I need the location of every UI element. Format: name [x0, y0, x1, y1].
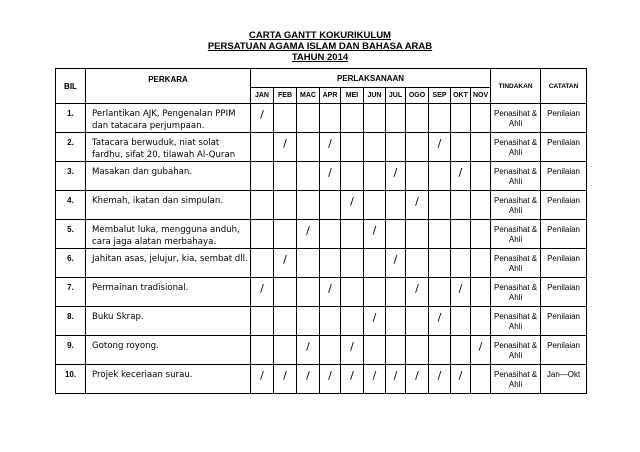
schedule-cell-nov — [471, 249, 491, 278]
schedule-cell-jan — [251, 249, 274, 278]
schedule-cell-okt — [451, 133, 471, 162]
schedule-cell-mei — [341, 104, 364, 133]
schedule-cell-ogo — [406, 336, 429, 365]
table-row — [56, 336, 587, 365]
tindakan-cell: Penasihat & Ahli — [491, 104, 541, 133]
activity-name: Membalut luka, mengguna anduh, cara jaga alatan merbahaya. — [86, 220, 251, 249]
schedule-cell-sep — [429, 249, 451, 278]
schedule-cell-sep — [429, 336, 451, 365]
schedule-cell-apr — [320, 336, 341, 365]
table-row — [56, 191, 587, 220]
schedule-cell-feb — [274, 220, 297, 249]
schedule-cell-jul — [386, 336, 406, 365]
schedule-cell-jan — [251, 162, 274, 191]
schedule-cell-jun — [364, 133, 386, 162]
schedule-cell-feb — [274, 278, 297, 307]
schedule-cell-ogo — [406, 307, 429, 336]
schedule-cell-sep — [429, 191, 451, 220]
schedule-cell-nov — [471, 220, 491, 249]
table-row — [56, 133, 587, 162]
month-header-nov: NOV — [471, 88, 491, 104]
schedule-cell-jan: / — [251, 365, 274, 394]
schedule-cell-apr — [320, 307, 341, 336]
activity-name: Projek keceriaan surau. — [86, 365, 251, 394]
schedule-cell-okt: / — [451, 278, 471, 307]
activity-name: Permainan tradisional. — [86, 278, 251, 307]
month-header-mei: MEI — [341, 88, 364, 104]
title-line-3: TAHUN 2014 — [291, 52, 349, 63]
schedule-cell-sep — [429, 104, 451, 133]
schedule-cell-apr — [320, 220, 341, 249]
row-number: 1. — [56, 104, 86, 133]
schedule-cell-mei — [341, 220, 364, 249]
schedule-cell-feb — [274, 191, 297, 220]
schedule-cell-apr: / — [320, 133, 341, 162]
schedule-cell-jan — [251, 191, 274, 220]
schedule-cell-jun — [364, 249, 386, 278]
schedule-cell-sep: / — [429, 133, 451, 162]
schedule-cell-feb — [274, 336, 297, 365]
schedule-cell-nov — [471, 307, 491, 336]
schedule-cell-nov — [471, 365, 491, 394]
tindakan-cell: Penasihat & Ahli — [491, 278, 541, 307]
schedule-cell-nov — [471, 162, 491, 191]
schedule-cell-sep — [429, 278, 451, 307]
schedule-cell-feb — [274, 307, 297, 336]
row-number: 8. — [56, 307, 86, 336]
row-number: 3. — [56, 162, 86, 191]
schedule-cell-jul — [386, 220, 406, 249]
catatan-cell: Penilaian — [541, 249, 587, 278]
schedule-cell-jul: / — [386, 249, 406, 278]
schedule-cell-mac: / — [297, 336, 320, 365]
schedule-cell-jun: / — [364, 365, 386, 394]
schedule-cell-ogo — [406, 249, 429, 278]
schedule-cell-jun — [364, 191, 386, 220]
schedule-cell-apr — [320, 249, 341, 278]
schedule-cell-okt: / — [451, 365, 471, 394]
schedule-cell-mei: / — [341, 365, 364, 394]
schedule-cell-mei: / — [341, 191, 364, 220]
schedule-cell-okt — [451, 336, 471, 365]
activity-name: Buku Skrap. — [86, 307, 251, 336]
schedule-cell-feb — [274, 162, 297, 191]
catatan-cell: Penilaian — [541, 278, 587, 307]
schedule-cell-mac — [297, 249, 320, 278]
schedule-cell-mei: / — [341, 336, 364, 365]
header-tindakan: TINDAKAN — [491, 69, 541, 104]
month-header-apr: APR — [320, 88, 341, 104]
schedule-cell-ogo: / — [406, 365, 429, 394]
schedule-cell-feb: / — [274, 365, 297, 394]
schedule-cell-jul — [386, 191, 406, 220]
month-header-feb: FEB — [274, 88, 297, 104]
schedule-cell-sep — [429, 162, 451, 191]
row-number: 4. — [56, 191, 86, 220]
activity-name: Jahitan asas, jelujur, kia, sembat dll. — [86, 249, 251, 278]
month-header-okt: OKT — [451, 88, 471, 104]
schedule-cell-ogo: / — [406, 278, 429, 307]
schedule-cell-ogo: / — [406, 191, 429, 220]
tindakan-cell: Penasihat & Ahli — [491, 365, 541, 394]
header-perkara: PERKARA — [86, 69, 251, 104]
row-number: 6. — [56, 249, 86, 278]
catatan-cell: Penilaian — [541, 104, 587, 133]
schedule-cell-nov: / — [471, 336, 491, 365]
table-row — [56, 365, 587, 394]
tindakan-cell: Penasihat & Ahli — [491, 220, 541, 249]
schedule-cell-jun: / — [364, 307, 386, 336]
schedule-cell-mei — [341, 278, 364, 307]
schedule-cell-ogo — [406, 104, 429, 133]
schedule-cell-apr — [320, 191, 341, 220]
schedule-cell-mei — [341, 307, 364, 336]
schedule-cell-mei — [341, 133, 364, 162]
gantt-table — [55, 68, 587, 394]
schedule-cell-ogo — [406, 220, 429, 249]
header-perlaksanaan: PERLAKSANAAN — [251, 69, 491, 88]
schedule-cell-jul — [386, 104, 406, 133]
title-line-1: CARTA GANTT KOKURIKULUM — [249, 30, 391, 41]
schedule-cell-jan — [251, 133, 274, 162]
activity-name: Perlantikan AJK, Pengenalan PPIM dan tatacara perjumpaan. — [86, 104, 251, 133]
tindakan-cell: Penasihat & Ahli — [491, 307, 541, 336]
schedule-cell-sep: / — [429, 307, 451, 336]
schedule-cell-jun — [364, 336, 386, 365]
activity-name: Tatacara berwuduk, niat solat fardhu, sifat 20, tilawah Al-Quran — [86, 133, 251, 162]
activity-name: Khemah, ikatan dan simpulan. — [86, 191, 251, 220]
gantt-body — [56, 104, 587, 394]
table-row — [56, 249, 587, 278]
schedule-cell-mac: / — [297, 220, 320, 249]
schedule-cell-okt — [451, 307, 471, 336]
header-bil: BIL — [56, 69, 86, 104]
schedule-cell-mac — [297, 162, 320, 191]
activity-name: Masakan dan gubahan. — [86, 162, 251, 191]
month-header-jul: JUL — [386, 88, 406, 104]
schedule-cell-mac — [297, 278, 320, 307]
table-row — [56, 307, 587, 336]
header-catatan: CATATAN — [541, 69, 587, 104]
schedule-cell-feb: / — [274, 133, 297, 162]
activity-name: Gotong royong. — [86, 336, 251, 365]
schedule-cell-jun — [364, 278, 386, 307]
schedule-cell-jul: / — [386, 162, 406, 191]
schedule-cell-jul — [386, 133, 406, 162]
catatan-cell: Penilaian — [541, 220, 587, 249]
tindakan-cell: Penasihat & Ahli — [491, 162, 541, 191]
title-line-2: PERSATUAN AGAMA ISLAM DAN BAHASA ARAB — [207, 41, 433, 52]
schedule-cell-mac — [297, 307, 320, 336]
schedule-cell-nov — [471, 104, 491, 133]
month-header-jun: JUN — [364, 88, 386, 104]
schedule-cell-nov — [471, 191, 491, 220]
tindakan-cell: Penasihat & Ahli — [491, 191, 541, 220]
schedule-cell-jul — [386, 307, 406, 336]
catatan-cell: Penilaian — [541, 307, 587, 336]
schedule-cell-apr: / — [320, 278, 341, 307]
table-row — [56, 278, 587, 307]
tindakan-cell: Penasihat & Ahli — [491, 133, 541, 162]
schedule-cell-jan — [251, 220, 274, 249]
table-row — [56, 220, 587, 249]
schedule-cell-feb — [274, 104, 297, 133]
catatan-cell: Jan—Okt — [541, 365, 587, 394]
schedule-cell-mei — [341, 249, 364, 278]
schedule-cell-nov — [471, 278, 491, 307]
schedule-cell-mei — [341, 162, 364, 191]
month-header-sep: SEP — [429, 88, 451, 104]
schedule-cell-jan: / — [251, 278, 274, 307]
row-number: 5. — [56, 220, 86, 249]
month-header-ogo: OGO — [406, 88, 429, 104]
schedule-cell-jan: / — [251, 104, 274, 133]
schedule-cell-okt — [451, 249, 471, 278]
schedule-cell-ogo — [406, 162, 429, 191]
schedule-cell-apr: / — [320, 365, 341, 394]
catatan-cell: Penilaian — [541, 191, 587, 220]
schedule-cell-sep — [429, 220, 451, 249]
row-number: 9. — [56, 336, 86, 365]
schedule-cell-jul: / — [386, 365, 406, 394]
month-header-mac: MAC — [297, 88, 320, 104]
catatan-cell: Penilaian — [541, 133, 587, 162]
schedule-cell-okt: / — [451, 162, 471, 191]
tindakan-cell: Penasihat & Ahli — [491, 249, 541, 278]
schedule-cell-jan — [251, 307, 274, 336]
schedule-cell-jun — [364, 162, 386, 191]
table-row — [56, 104, 587, 133]
tindakan-cell: Penasihat & Ahli — [491, 336, 541, 365]
catatan-cell: Penilaian — [541, 336, 587, 365]
schedule-cell-mac: / — [297, 365, 320, 394]
schedule-cell-mac — [297, 191, 320, 220]
schedule-cell-jun — [364, 104, 386, 133]
schedule-cell-jun: / — [364, 220, 386, 249]
row-number: 10. — [56, 365, 86, 394]
schedule-cell-ogo — [406, 133, 429, 162]
schedule-cell-mac — [297, 104, 320, 133]
catatan-cell: Penilaian — [541, 162, 587, 191]
schedule-cell-mac — [297, 133, 320, 162]
schedule-cell-sep: / — [429, 365, 451, 394]
schedule-cell-okt — [451, 220, 471, 249]
schedule-cell-okt — [451, 104, 471, 133]
schedule-cell-nov — [471, 133, 491, 162]
row-number: 2. — [56, 133, 86, 162]
schedule-cell-jan — [251, 336, 274, 365]
schedule-cell-okt — [451, 191, 471, 220]
month-header-jan: JAN — [251, 88, 274, 104]
schedule-cell-apr: / — [320, 162, 341, 191]
schedule-cell-apr — [320, 104, 341, 133]
table-row — [56, 162, 587, 191]
schedule-cell-feb: / — [274, 249, 297, 278]
row-number: 7. — [56, 278, 86, 307]
schedule-cell-jul — [386, 278, 406, 307]
